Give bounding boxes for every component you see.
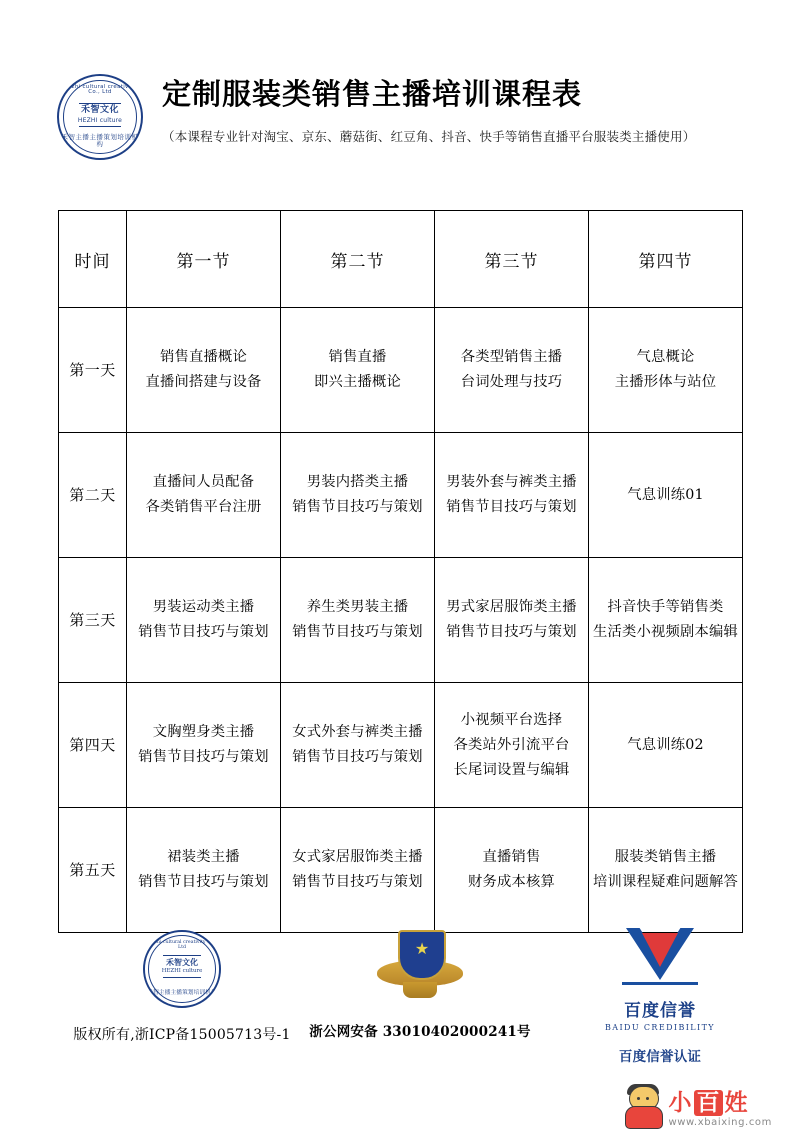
table-cell	[589, 433, 743, 558]
document-header	[0, 58, 800, 168]
cell-line: 男装外套与裤类主播	[446, 474, 577, 490]
cell-line: 销售节目技巧与策划	[446, 624, 577, 640]
icp-badge[interactable]	[58, 930, 306, 1044]
baidu-credibility-badge[interactable]	[560, 928, 760, 1065]
page-subtitle: （本课程专业针对淘宝、京东、蘑菇街、红豆角、抖音、快手等销售直播平台服装类主播使用）	[162, 129, 696, 144]
table-cell	[127, 308, 281, 433]
row-day-label: 第五天	[59, 808, 127, 933]
cell-line: 销售节目技巧与策划	[138, 749, 269, 765]
baidu-caption: 百度信誉认证	[618, 1049, 702, 1065]
schedule-table	[58, 210, 743, 933]
cell-line: 男装内搭类主播	[306, 474, 409, 490]
cell-line: 即兴主播概论	[314, 374, 401, 390]
cell-line: 气息概论	[636, 349, 695, 365]
table-cell	[435, 433, 589, 558]
table-cell	[127, 683, 281, 808]
cell-line: 文胸塑身类主播	[152, 724, 255, 740]
table-cell	[127, 808, 281, 933]
seal-divider-bottom	[163, 977, 201, 978]
icp-seal-wrap	[58, 930, 306, 1008]
cell-line: 女式外套与裤类主播	[292, 724, 423, 740]
table-cell	[589, 308, 743, 433]
cell-line: 抖音快手等销售类	[607, 599, 724, 615]
cell-line: 生活类小视频剧本编辑	[593, 624, 738, 640]
cell-line: 长尾词设置与编辑	[453, 761, 570, 778]
cell-line: 销售节目技巧与策划	[446, 499, 577, 515]
cell-line: 各类销售平台注册	[145, 499, 262, 515]
police-star: ★	[414, 939, 430, 958]
table-header	[59, 211, 743, 308]
watermark-title	[669, 1090, 748, 1116]
cell-line: 裙装类主播	[167, 849, 240, 865]
cell-line: 养生类男装主播	[306, 599, 409, 615]
seal-core	[145, 957, 219, 975]
watermark-url: www.xbaixing.com	[668, 1117, 772, 1128]
table-header-row	[59, 211, 743, 308]
table-cell	[127, 433, 281, 558]
police-emblem-icon	[377, 930, 463, 1004]
row-day-label: 第二天	[59, 433, 127, 558]
cell-line: 销售节目技巧与策划	[292, 624, 423, 640]
seal-arc-bottom-text: 禾智主播主播策划培训机构	[61, 133, 139, 148]
cell-line: 服装类销售主播	[614, 849, 717, 865]
table-cell	[589, 558, 743, 683]
table-body	[59, 308, 743, 933]
cell-line: 各类站外引流平台	[453, 736, 570, 753]
baidu-mark-en: BAIDU CREDIBILITY	[604, 1023, 715, 1032]
table-cell	[589, 808, 743, 933]
table-cell	[435, 683, 589, 808]
seal-divider-top	[163, 955, 201, 956]
cell-line: 财务成本核算	[468, 874, 555, 890]
seal-divider-bottom	[79, 126, 121, 127]
company-logo	[46, 58, 154, 160]
cell-line: 女式家居服饰类主播	[292, 849, 423, 865]
cell-line: 男式家居服饰类主播	[446, 599, 577, 615]
table-row	[59, 808, 743, 933]
baidu-mark-cn: 百度信誉	[624, 1001, 696, 1021]
mascot-body	[625, 1106, 663, 1129]
table-cell	[281, 433, 435, 558]
seal-divider-top	[79, 103, 121, 104]
cell-line: 直播间搭建与设备	[145, 374, 262, 390]
cell-line: 各类型销售主播	[460, 349, 563, 365]
watermark-char-3: 姓	[724, 1089, 748, 1116]
table-cell	[435, 308, 589, 433]
watermark-text	[669, 1090, 773, 1128]
column-header-period-4: 第四节	[589, 211, 743, 308]
cell-line: 销售节目技巧与策划	[292, 499, 423, 515]
police-shield	[398, 930, 446, 980]
seal-name-cn: 禾智文化	[80, 105, 119, 115]
row-day-label: 第一天	[59, 308, 127, 433]
police-caption: 浙公网安备 33010402000241号	[309, 1024, 531, 1040]
seal-arc-top-text: Hezhi cultural creativity Co., Ltd	[63, 84, 137, 96]
cell-line: 销售直播概论	[160, 349, 247, 365]
watermark-char-1: 小	[668, 1089, 692, 1116]
cell-line: 直播销售	[482, 849, 541, 865]
company-seal-icon	[57, 74, 143, 160]
table-cell	[281, 808, 435, 933]
row-day-label: 第三天	[59, 558, 127, 683]
cell-line: 直播间人员配备	[152, 474, 255, 490]
title-block	[162, 58, 695, 145]
mascot-eye-right	[646, 1097, 649, 1100]
police-record-badge[interactable]	[300, 930, 540, 1040]
document-footer	[0, 930, 800, 1070]
cell-line: 小视频平台选择	[460, 711, 563, 728]
cell-line: 培训课程疑难问题解答	[593, 874, 738, 890]
baidu-underline	[622, 982, 698, 985]
seal-name-en: HEZHI culture	[161, 968, 203, 974]
police-base	[403, 982, 437, 998]
seal-core	[59, 105, 141, 125]
table-row	[59, 558, 743, 683]
cell-line: 销售节目技巧与策划	[138, 874, 269, 890]
mascot-icon	[623, 1084, 663, 1128]
cell-line: 主播形体与站位	[614, 374, 717, 390]
table-row	[59, 308, 743, 433]
cell-line: 台词处理与技巧	[460, 374, 563, 390]
seal-arc-top-text: Hezhi cultural creativity Co., Ltd	[147, 940, 217, 950]
table-cell	[435, 808, 589, 933]
cell-line: 气息训练01	[627, 486, 704, 503]
seal-name-en: HEZHI culture	[77, 117, 123, 124]
table-cell	[281, 683, 435, 808]
site-watermark	[623, 1084, 773, 1128]
cell-line: 销售节目技巧与策划	[292, 874, 423, 890]
company-seal-icon	[143, 930, 221, 1008]
page-title: 定制服装类销售主播培训课程表	[162, 77, 583, 111]
cell-line: 销售节目技巧与策划	[138, 624, 269, 640]
column-header-period-3: 第三节	[435, 211, 589, 308]
table-cell	[127, 558, 281, 683]
cell-line: 销售节目技巧与策划	[292, 749, 423, 765]
table-cell	[435, 558, 589, 683]
seal-name-cn: 禾智文化	[166, 957, 198, 967]
seal-arc-bottom-text: 禾智主播主播策划培训机构	[147, 990, 217, 996]
column-header-time: 时间	[59, 211, 127, 308]
cell-line: 销售直播	[328, 349, 387, 365]
table-cell	[589, 683, 743, 808]
icp-caption: 版权所有,浙ICP备15005713号-1	[73, 1027, 291, 1043]
baidu-v-icon	[614, 928, 706, 992]
column-header-period-2: 第二节	[281, 211, 435, 308]
table-row	[59, 683, 743, 808]
watermark-char-2: 百	[694, 1090, 723, 1116]
column-header-period-1: 第一节	[127, 211, 281, 308]
row-day-label: 第四天	[59, 683, 127, 808]
table-cell	[281, 308, 435, 433]
cell-line: 气息训练02	[627, 736, 704, 753]
table-cell	[281, 558, 435, 683]
cell-line: 男装运动类主播	[152, 599, 255, 615]
mascot-eye-left	[637, 1097, 640, 1100]
table-row	[59, 433, 743, 558]
